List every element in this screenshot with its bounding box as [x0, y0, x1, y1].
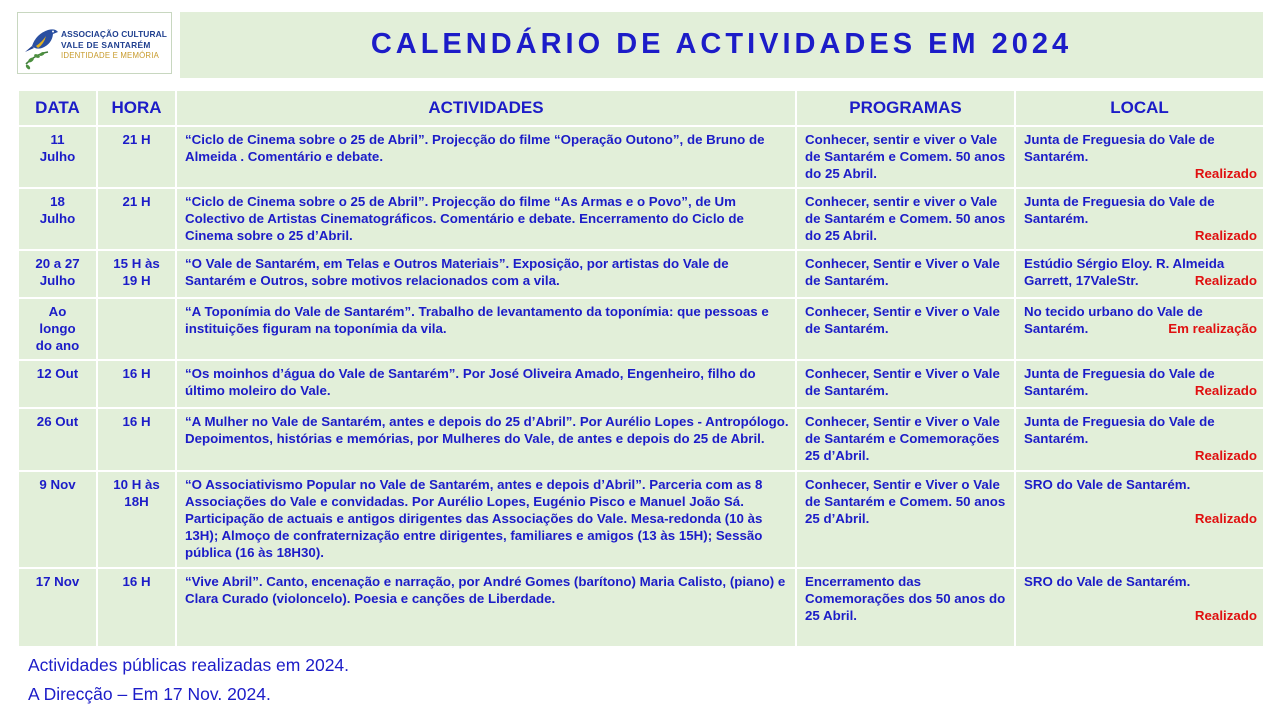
status-badge: Realizado [1194, 448, 1257, 463]
row-date: 18 Julho [18, 188, 97, 250]
row-actividade: “Ciclo de Cinema sobre o 25 de Abril”. Projecção do filme “As Armas e o Povo”, de Um Colectivo de Artistas Cinematográficos. Comentário e debate. Encerramento do Ciclo de Cinema sobre o 25 d’Abril. [176, 188, 796, 250]
row-date: 12 Out [18, 360, 97, 408]
table-row [18, 126, 1264, 188]
logo-line-1: ASSOCIAÇÃO CULTURAL [61, 29, 167, 39]
local-text-2: Santarém. [1024, 383, 1089, 398]
row-programa: Conhecer, sentir e viver o Vale de Santarém e Comem. 50 anos do 25 Abril. [796, 126, 1015, 188]
footer-line-1: Actividades públicas realizadas em 2024. [28, 655, 350, 675]
status-badge: Realizado [1194, 166, 1257, 181]
local-text: SRO do Vale de Santarém. [1024, 477, 1191, 492]
local-text-2: Garrett, 17ValeStr. [1024, 273, 1139, 288]
row-actividade: “A Toponímia do Vale de Santarém”. Trabalho de levantamento da toponímia: que pessoas e instituições figuram na toponímia da vila. [176, 298, 796, 360]
table-header-row [18, 90, 1264, 126]
status-badge: Realizado [1194, 273, 1257, 288]
row-local [1015, 408, 1264, 471]
row-hora: 16 H [97, 568, 176, 647]
logo-line-2: VALE DE SANTARÉM [61, 40, 151, 50]
row-programa: Conhecer, Sentir e Viver o Vale de Santarém. [796, 250, 1015, 298]
bird-on-branch-icon [22, 16, 62, 72]
row-date: 9 Nov [18, 471, 97, 568]
footer-line-2: A Direcção – Em 17 Nov. 2024. [28, 684, 271, 704]
local-text-2: Santarém. [1024, 321, 1089, 336]
row-actividade: “O Vale de Santarém, em Telas e Outros Materiais”. Exposição, por artistas do Vale de Santarém e Outros, sobre motivos relacionados com a vila. [176, 250, 796, 298]
row-programa: Conhecer, Sentir e Viver o Vale de Santarém e Comem. 50 anos 25 d’Abril. [796, 471, 1015, 568]
row-programa: Conhecer, Sentir e Viver o Vale de Santarém e Comemorações 25 d’Abril. [796, 408, 1015, 471]
local-text: Junta de Freguesia do Vale de Santarém. [1024, 194, 1215, 226]
status-badge: Realizado [1194, 511, 1257, 526]
row-actividade: “Os moinhos d’água do Vale de Santarém”. Por José Oliveira Amado, Engenheiro, filho do último moleiro do Vale. [176, 360, 796, 408]
local-text: No tecido urbano do Vale de [1024, 304, 1203, 319]
title-banner [180, 12, 1263, 78]
row-programa: Encerramento das Comemorações dos 50 anos do 25 Abril. [796, 568, 1015, 647]
row-date: 11 Julho [18, 126, 97, 188]
status-badge: Em realização [1168, 321, 1257, 336]
table-row [18, 298, 1264, 360]
row-date: 20 a 27 Julho [18, 250, 97, 298]
local-text: Estúdio Sérgio Eloy. R. Almeida [1024, 256, 1225, 271]
row-hora [97, 298, 176, 360]
row-hora: 16 H [97, 408, 176, 471]
table-row [18, 360, 1264, 408]
row-local [1015, 568, 1264, 647]
row-actividade: “A Mulher no Vale de Santarém, antes e depois do 25 d’Abril”. Por Aurélio Lopes - Antropólogo. Depoimentos, histórias e memórias, por Mulheres do Vale, de antes e depois do 25 de Abril. [176, 408, 796, 471]
logo [17, 12, 172, 74]
local-text: SRO do Vale de Santarém. [1024, 574, 1191, 589]
header-local: LOCAL [1015, 90, 1264, 126]
status-badge: Realizado [1194, 383, 1257, 398]
row-local [1015, 250, 1264, 298]
table-row [18, 250, 1264, 298]
row-date: Ao longo do ano [18, 298, 97, 360]
row-hora: 21 H [97, 126, 176, 188]
status-badge: Realizado [1194, 228, 1257, 243]
row-programa: Conhecer, sentir e viver o Vale de Santarém e Comem. 50 anos do 25 Abril. [796, 188, 1015, 250]
row-actividade: “Ciclo de Cinema sobre o 25 de Abril”. Projecção do filme “Operação Outono”, de Bruno de Almeida . Comentário e debate. [176, 126, 796, 188]
row-local [1015, 188, 1264, 250]
row-date: 26 Out [18, 408, 97, 471]
local-text: Junta de Freguesia do Vale de [1024, 366, 1215, 381]
table-row [18, 471, 1264, 568]
logo-line-3: IDENTIDADE E MEMÓRIA [61, 51, 160, 60]
row-local [1015, 298, 1264, 360]
activities-table [17, 89, 1265, 648]
local-text: Junta de Freguesia do Vale de Santarém. [1024, 132, 1215, 164]
table-row [18, 188, 1264, 250]
row-actividade: “O Associativismo Popular no Vale de Santarém, antes e depois d’Abril”. Parceria com as 8 Associações do Vale e convidadas. Por Aurélio Lopes, Eugénio Pisco e Manuel João Sá. Participação de actuais e antigos dirigentes das Associações do Vale. Mesa-redonda (10 às 13H); Almoço de confraternização entre dirigentes, familiares e amigos (13 às 15H); Sessão pública (16 às 18H30). [176, 471, 796, 568]
header-hora: HORA [97, 90, 176, 126]
page-title: CALENDÁRIO DE ACTIVIDADES EM 2024 [370, 28, 1073, 60]
row-hora: 16 H [97, 360, 176, 408]
row-hora: 15 H às 19 H [97, 250, 176, 298]
row-programa: Conhecer, Sentir e Viver o Vale de Santarém. [796, 298, 1015, 360]
row-local [1015, 471, 1264, 568]
table-row [18, 408, 1264, 471]
row-local [1015, 360, 1264, 408]
table-row [18, 568, 1264, 647]
row-local [1015, 126, 1264, 188]
row-hora: 10 H às 18H [97, 471, 176, 568]
row-hora: 21 H [97, 188, 176, 250]
header-programas: PROGRAMAS [796, 90, 1015, 126]
row-actividade: “Vive Abril”. Canto, encenação e narração, por André Gomes (barítono) Maria Calisto, (piano) e Clara Curado (violoncelo). Poesia e canções de Liberdade. [176, 568, 796, 647]
header-actividades: ACTIVIDADES [176, 90, 796, 126]
header-date: DATA [18, 90, 97, 126]
local-text: Junta de Freguesia do Vale de Santarém. [1024, 414, 1215, 446]
status-badge: Realizado [1194, 608, 1257, 623]
row-programa: Conhecer, Sentir e Viver o Vale de Santarém. [796, 360, 1015, 408]
row-date: 17 Nov [18, 568, 97, 647]
